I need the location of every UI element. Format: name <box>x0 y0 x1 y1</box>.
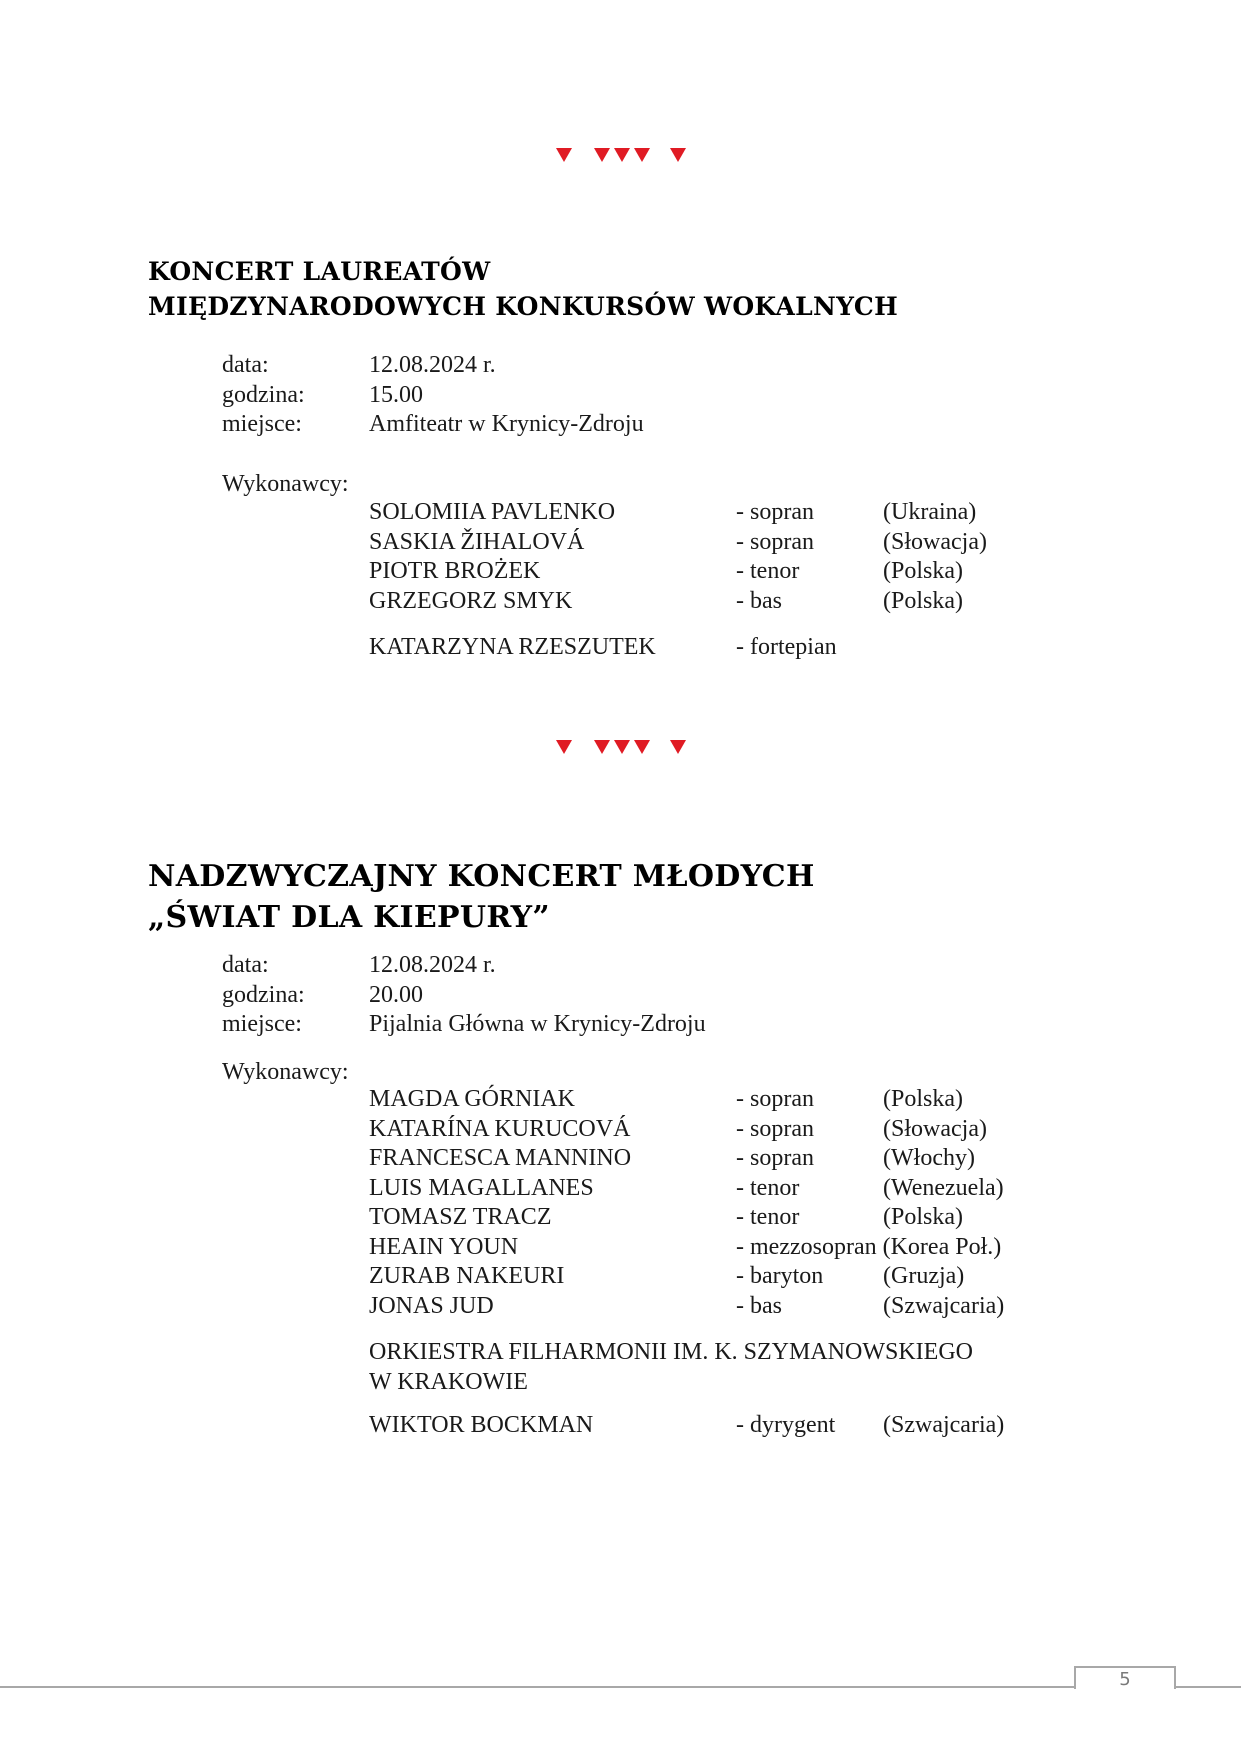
red-triangles-icon <box>556 146 686 166</box>
performer-name: SOLOMIIA PAVLENKO <box>369 499 616 525</box>
performer-name: ZURAB NAKEURI <box>369 1263 565 1289</box>
info-label: data: <box>222 952 269 978</box>
concert-1-title <box>148 254 898 324</box>
concert-1-singers <box>369 498 987 616</box>
info-value: Pijalnia Główna w Krynicy-Zdroju <box>369 1011 706 1037</box>
info-label: godzina: <box>222 981 305 1008</box>
concert-1-info <box>222 351 644 440</box>
performer-name: GRZEGORZ SMYK <box>369 587 573 614</box>
info-value: Amfiteatr w Krynicy-Zdroju <box>369 411 644 437</box>
info-value: 15.00 <box>369 381 423 408</box>
concert-1-accompanist <box>369 633 837 663</box>
performer-voice: - sopran <box>736 499 814 525</box>
performer-voice: - bas <box>736 587 782 614</box>
performer-name: SASKIA ŽIHALOVÁ <box>369 528 585 555</box>
performer-name: FRANCESCA MANNINO <box>369 1145 632 1171</box>
performer-row <box>369 1174 1004 1204</box>
performer-country: (Polska) <box>883 1086 963 1112</box>
performer-country: (Ukraina) <box>883 499 977 525</box>
performer-voice: - mezzosopran (Korea Poł.) <box>736 1233 1002 1260</box>
performer-row <box>369 1203 1004 1233</box>
performer-name: JONAS JUD <box>369 1292 494 1319</box>
performer-country: (Słowacja) <box>883 1115 987 1142</box>
orchestra-name <box>369 1338 973 1397</box>
performer-row <box>369 1085 1004 1115</box>
performer-country: (Polska) <box>883 587 963 614</box>
performer-name: HEAIN YOUN <box>369 1233 519 1260</box>
info-label: data: <box>222 352 269 378</box>
performer-row <box>369 633 837 663</box>
performer-voice: - tenor <box>736 1204 800 1230</box>
info-row-time <box>222 981 706 1011</box>
performer-row <box>369 1233 1004 1263</box>
info-value: 12.08.2024 r. <box>369 352 496 378</box>
performer-voice: - tenor <box>736 558 800 584</box>
concert-2-info <box>222 951 706 1040</box>
performer-name: KATARZYNA RZESZUTEK <box>369 634 656 660</box>
section-divider <box>0 738 1241 763</box>
performer-row <box>369 498 987 528</box>
performer-name: MAGDA GÓRNIAK <box>369 1086 576 1112</box>
page-number: 5 <box>1074 1666 1176 1689</box>
performer-country: (Włochy) <box>883 1145 975 1171</box>
performer-voice: - sopran <box>736 1145 814 1171</box>
performer-row <box>369 587 987 617</box>
info-label: miejsce: <box>222 411 302 437</box>
info-value: 20.00 <box>369 981 423 1008</box>
section-divider <box>0 146 1241 171</box>
footer-rule-right <box>1172 1686 1241 1688</box>
concert-2-title <box>148 856 815 938</box>
performer-row <box>369 557 987 587</box>
performer-country: (Szwajcaria) <box>883 1292 1005 1319</box>
performer-voice: - sopran <box>736 528 814 555</box>
info-row-time <box>222 381 644 411</box>
performers-label: Wykonawcy: <box>222 471 349 497</box>
info-value: 12.08.2024 r. <box>369 952 496 978</box>
info-row-place <box>222 410 644 440</box>
concert-2-title-line: „ŚWIAT DLA KIEPURY” <box>148 900 550 935</box>
performer-voice: - sopran <box>736 1115 814 1142</box>
performer-country: (Słowacja) <box>883 528 987 555</box>
concert-2-title-line: NADZWYCZAJNY KONCERT MŁODYCH <box>148 859 815 894</box>
orchestra-line: W KRAKOWIE <box>369 1368 528 1395</box>
performer-row <box>369 1292 1004 1322</box>
info-label: miejsce: <box>222 1011 302 1037</box>
performers-label: Wykonawcy: <box>222 1059 349 1085</box>
concert-2-conductor <box>369 1411 1004 1441</box>
performer-voice: - tenor <box>736 1174 800 1201</box>
info-row-date <box>222 351 644 381</box>
orchestra-line: ORKIESTRA FILHARMONII IM. K. SZYMANOWSKIEGO <box>369 1339 973 1365</box>
performer-country: (Wenezuela) <box>883 1174 1004 1201</box>
performer-name: PIOTR BROŻEK <box>369 558 541 584</box>
performer-country: (Polska) <box>883 558 963 584</box>
performer-row <box>369 1262 1004 1292</box>
performer-row <box>369 1115 1004 1145</box>
red-triangles-icon <box>556 738 686 758</box>
info-row-date <box>222 951 706 981</box>
performer-country: (Polska) <box>883 1204 963 1230</box>
performer-name: TOMASZ TRACZ <box>369 1204 552 1230</box>
performer-name: LUIS MAGALLANES <box>369 1174 594 1201</box>
performer-voice: - sopran <box>736 1086 814 1112</box>
performer-role: - dyrygent <box>736 1412 836 1438</box>
info-row-place <box>222 1010 706 1040</box>
performer-row <box>369 1144 1004 1174</box>
concert-1-title-line: MIĘDZYNARODOWYCH KONKURSÓW WOKALNYCH <box>148 292 898 321</box>
performer-country: (Gruzja) <box>883 1263 965 1289</box>
info-label: godzina: <box>222 381 305 408</box>
concert-1-title-line: KONCERT LAUREATÓW <box>148 257 491 286</box>
performer-voice: - bas <box>736 1292 782 1319</box>
performer-row <box>369 1411 1004 1441</box>
performer-voice: - baryton <box>736 1263 824 1289</box>
performer-name: KATARÍNA KURUCOVÁ <box>369 1115 631 1142</box>
footer-rule-left <box>0 1686 1076 1688</box>
concert-2-singers <box>369 1085 1004 1321</box>
performer-country: (Szwajcaria) <box>883 1412 1005 1438</box>
performer-name: WIKTOR BOCKMAN <box>369 1412 594 1438</box>
performer-row <box>369 528 987 558</box>
performer-role: - fortepian <box>736 634 837 660</box>
